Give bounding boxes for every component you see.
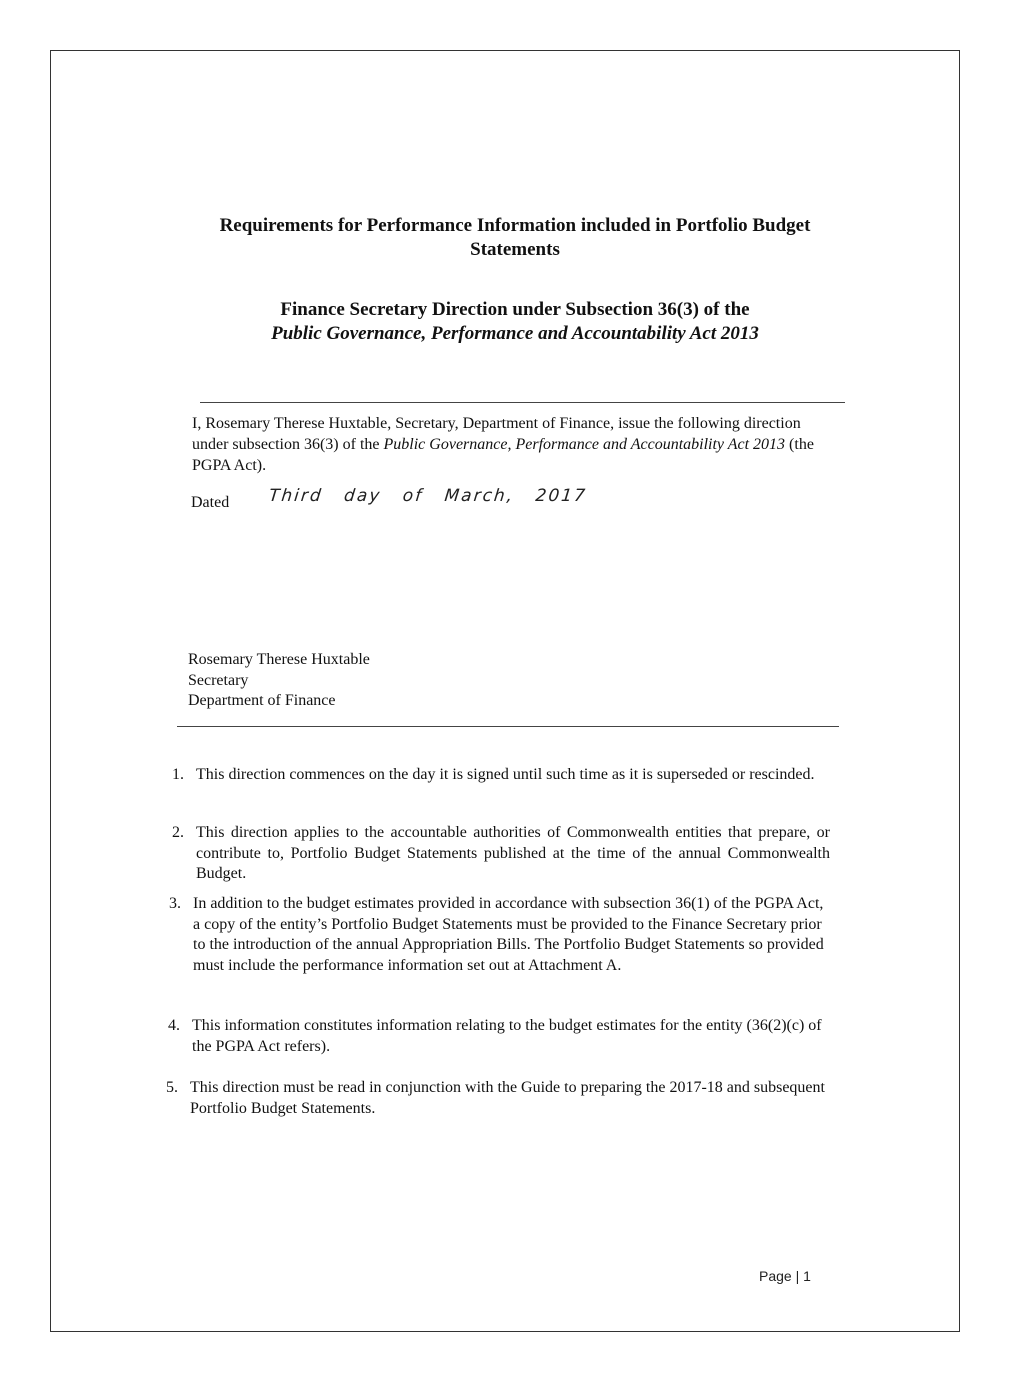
clause-number: 3. xyxy=(169,895,181,912)
clause-number: 5. xyxy=(166,1079,178,1096)
bottom-divider xyxy=(177,726,839,727)
subtitle-line-1: Finance Secretary Direction under Subsection 36(3) of the xyxy=(280,299,750,320)
intro-text-part1: I, Rosemary Therese Huxtable, Secretary, Department of Finance, issue the following direction under subsection 36(3) of the xyxy=(192,415,801,453)
signatory-name: Rosemary Therese Huxtable xyxy=(188,651,370,668)
dated-label: Dated xyxy=(191,494,230,511)
document-title-text: Requirements for Performance Information included in Portfolio Budget Statements xyxy=(219,215,811,260)
clause-text: This information constitutes information relating to the budget estimates for the entity (36(2)(c) of the PGPA Act refers). xyxy=(192,1017,822,1055)
top-divider xyxy=(200,402,845,403)
intro-paragraph xyxy=(192,413,832,476)
page-number: Page | 1 xyxy=(759,1268,811,1284)
clause-item xyxy=(160,1016,830,1057)
clause-text: This direction applies to the accountable authorities of Commonwealth entities that prepare, or contribute to, Portfolio Budget Statements published at the time of the annual Commonwealth Budget. xyxy=(196,824,830,882)
intro-text-part2: (the PGPA Act). xyxy=(192,436,814,474)
clause-number: 4. xyxy=(168,1017,180,1034)
signatory-department: Department of Finance xyxy=(188,692,336,709)
subtitle-line-2-act-name: Public Governance, Performance and Accountability Act 2013 xyxy=(271,323,759,344)
clause-item xyxy=(160,1078,830,1119)
signatory-block xyxy=(188,650,370,712)
clause-item xyxy=(160,765,830,786)
signatory-position: Secretary xyxy=(188,671,249,689)
document-title xyxy=(180,214,850,262)
dated-row xyxy=(191,486,831,526)
clause-number: 2. xyxy=(172,824,184,841)
intro-act-name: Public Governance, Performance and Accountability Act 2013 xyxy=(383,436,786,453)
clause-text: This direction commences on the day it is signed until such time as it is superseded or rescinded. xyxy=(196,766,815,783)
handwritten-date: Third day of March, 2017 xyxy=(267,486,588,506)
clause-text: This direction must be read in conjunction with the Guide to preparing the 2017-18 and subsequent Portfolio Budget Statements. xyxy=(190,1079,825,1117)
clause-item xyxy=(160,823,830,885)
clause-number: 1. xyxy=(172,766,184,783)
clause-item xyxy=(160,894,830,976)
document-subtitle xyxy=(180,298,850,346)
clause-text: In addition to the budget estimates provided in accordance with subsection 36(1) of the PGPA Act, a copy of the entity’s Portfolio Budget Statements must be provided to the Finance Secretary prior to the introduction of the annual Appropriation Bills. The Portfolio Budget Statements so provided must include the performance information set out at Attachment A. xyxy=(193,895,824,974)
